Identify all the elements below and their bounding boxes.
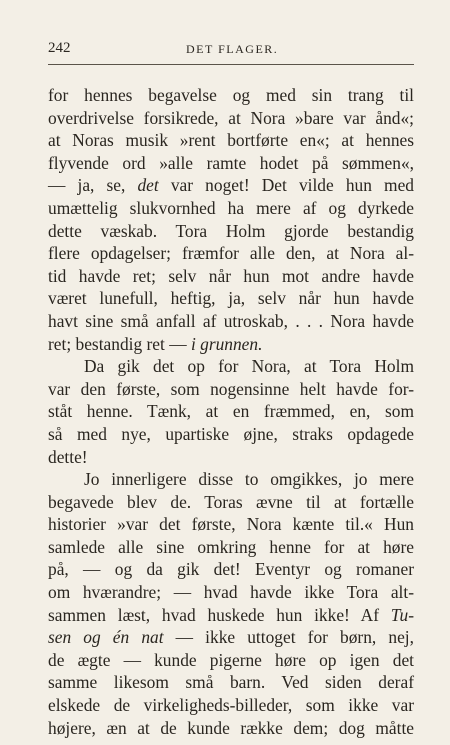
text-line: begavede blev de. Toras ævne til at fortælle [48,491,414,512]
text-line: Da gik det op for Nora, at Tora Holm [84,356,414,377]
text-line: samlede alle sine omkring henne for at høre [48,536,414,557]
text-line: dette væskab. Tora Holm gjorde bestandig [48,220,414,241]
page-number: 242 [48,40,71,56]
text-line: flyvende ord »alle ramte hodet på sømmen«, [48,152,414,173]
running-title: DET FLAGER. [186,42,279,56]
text-line: var den første, som nogensinne helt havde for- [48,378,414,399]
text-line: flere opdagelser; fræmfor alle den, at Nora al- [48,243,414,264]
emphasis: det [137,175,159,196]
header-rule [48,64,414,65]
text-line: for hennes begavelse og med sin trang til [48,85,414,105]
text-line: sen og én nat — ikke uttoget for børn, nej, [48,627,414,648]
emphasis: i grunnen. [190,333,263,354]
text-line: at Noras musik »rent bortførte en«; at hennes [48,130,414,151]
text-line: været lunefull, heftig, ja, selv når hun havde [48,288,414,309]
text-line: havt sine små anfall af utroskab, . . . Nora havde [48,310,414,331]
text-line: så med nye, upartiske øjne, straks opdagede [48,423,414,444]
text-line: elskede de virkeligheds-billeder, som ikke var [48,695,414,716]
running-head [48,40,414,60]
text-line: om hværandre; — hvad havde ikke Tora alt- [48,582,414,603]
text-line: ståt henne. Tænk, at en fræmmed, en, som [48,401,414,422]
text-line: — ja, se, det var noget! Det vilde hun med [48,175,414,196]
text-line: på, — og da gik det! Eventyr og romaner [48,559,414,580]
text-line: Jo innerligere disse to omgikkes, jo mere [84,469,414,490]
body-text [48,84,414,739]
text-line: højere, æn at de kunde række dem; dog måtte [48,717,414,738]
text-line: tid havde ret; selv når hun mot andre havde [48,265,414,286]
text-line: dette! [48,446,88,467]
text-line: overdrivelse forsikrede, at Nora »bare var ånd«; [48,107,414,128]
text-line: umættelig slukvornhed ha mere af og dyrkede [48,197,414,218]
text-line: historier »var det første, Nora kænte til.« Hun [48,514,414,535]
emphasis: sen og én nat [48,627,164,648]
text-line: sammen læst, hvad huskede hun ikke! Af Tu- [48,604,414,625]
emphasis: Tu- [390,604,414,625]
text-line: de ægte — kunde pigerne høre op igen det [48,649,414,670]
text-line: ret; bestandig ret — i grunnen. [48,333,263,354]
text-line: samme likesom små barn. Ved siden deraf [48,672,414,693]
